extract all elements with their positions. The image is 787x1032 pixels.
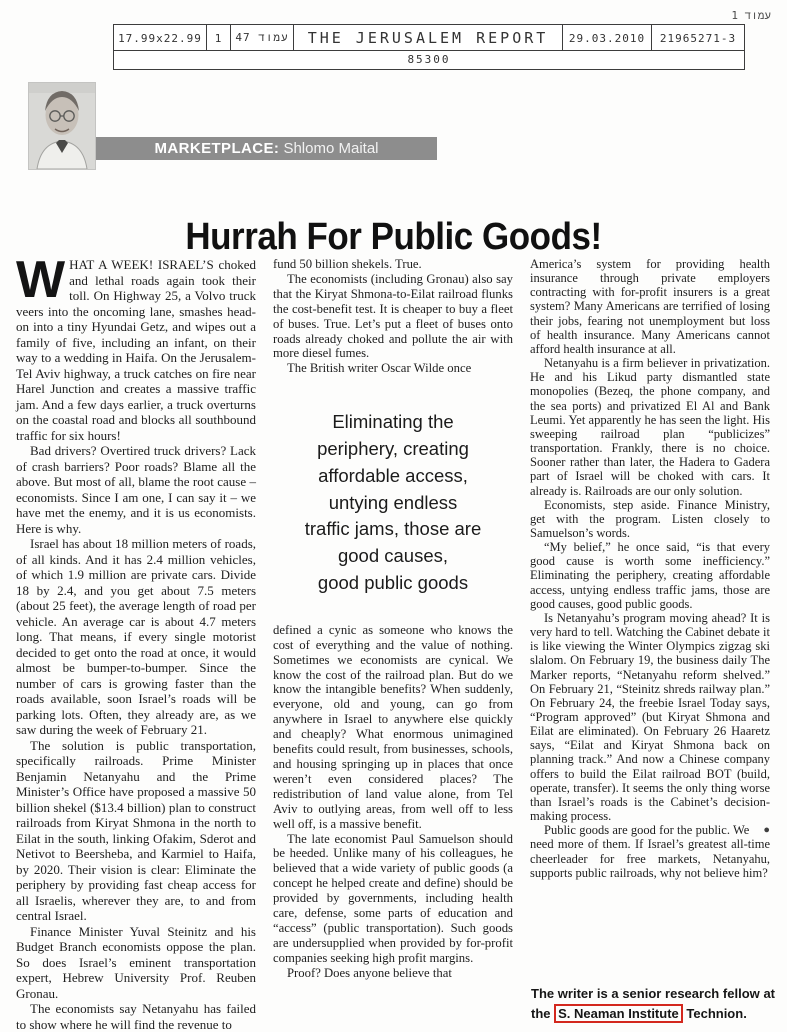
- byline-footer: [531, 984, 775, 1024]
- scan-header-cell: עמוד 47: [231, 25, 294, 50]
- drop-cap: W: [16, 251, 66, 309]
- paragraph: America’s system for providing health insurance through private employers contracting with for-profit insurers is a great system? Many Americans are terrified of losing their jobs, fearing not unemployment but loss of health insurance. Many Americans cannot afford health insurance at all.: [530, 257, 770, 356]
- pull-quote-line: good public goods: [317, 572, 469, 594]
- scan-header-cell: 29.03.2010: [563, 25, 652, 50]
- article-column-1: [16, 251, 256, 1032]
- pull-quote-line: untying endless: [328, 491, 458, 513]
- paragraph: Israel has about 18 million meters of roads, of all kinds. And it has 2.4 million vehicles, of which 1.9 million are private cars. Divide 18 by 2.4, and you get about 7.5 meters (about 25 feet), the average length of road per vehicle. An average car is about 4.7 meters long. That means, if every single motorist decided to get onto the road at once, it would almost be bumper-to-bumper. Since the number of cars is growing faster than the roads available, soon Israel’s roads will be parking lots. Often, they already are, as we saw during the week of February 21.: [16, 536, 256, 737]
- pull-quote-line: affordable access,: [318, 464, 468, 486]
- paragraph: fund 50 billion shekels. True.: [273, 257, 422, 271]
- article-body: [16, 251, 771, 1032]
- byline-suffix: Technion.: [682, 1006, 747, 1021]
- paragraph: The economists say Netanyahu has failed to show where he will find the revenue to: [16, 1001, 256, 1032]
- article-end-bullet: ●: [763, 824, 770, 837]
- paragraph: The economists (including Gronau) also say that the Kiryat Shmona-to-Eilat railroad flunks the cost-benefit test. It is cheaper to buy a fleet of buses. True. Let’s put a fleet of buses onto roads already choked and pollute the air with more diesel fumes.: [273, 271, 513, 361]
- author-photo: [28, 82, 96, 170]
- paragraph: Bad drivers? Overtired truck drivers? Lack of crash barriers? Poor roads? Blame all the above. But most of all, blame the root cause – economists. Since I am one, I can say it – we have met the enemy, and it is us economists. Here is why.: [16, 443, 256, 536]
- pull-quote: [275, 409, 511, 597]
- paragraph: The British writer Oscar Wilde once: [287, 361, 472, 376]
- paragraph: Economists, step aside. Finance Ministry, get with the program. Listen closely to Samuelson’s words.: [530, 497, 770, 540]
- paragraph: Netanyahu is a firm believer in privatization. He and his Likud party dismantled state monopolies (Bezeq, the phone company, and the sea ports) and privatized El Al and Bank Leumi. Yet apparently he has seen the light. His sweeping railroad plan “publicizes” transportation. Frankly, there is no choice. Sooner rather than later, the Hadera to Gadera part of Israel will be choked with cars. It already is. Railroads are our only solution.: [530, 356, 770, 498]
- pull-quote-line: traffic jams, those are: [304, 518, 482, 540]
- paragraph: ● Public goods are good for the public. We need more of them. If Israel’s greatest all-time cheerleader for free markets, Netanyahu, supports public railroads, why not believe him?: [530, 823, 770, 880]
- scan-header-cell: 1: [207, 25, 231, 50]
- scan-header-table: [113, 24, 745, 70]
- scan-header-row: [114, 25, 744, 51]
- columnist-name: Shlomo Maital: [283, 140, 379, 157]
- paragraph: The solution is public transportation, specifically railroads. Prime Minister Benjamin Netanyahu and the Prime Minister’s Office have proposed a massive 50 billion shekel ($13.4 billion) plan to construct railroads from Kiryat Shmona in the north to Eilat in the south, linking Ofakim, Sderot and Netivot to Beersheba, and Karmiel to Haifa, by 2020. Their vision is clear: Eliminate the periphery by providing fast cheap access for all Israelis, wherever they are, to and from central Israel.: [16, 737, 256, 923]
- article-headline: Hurrah For Public Goods!: [185, 216, 602, 259]
- pull-quote-line: periphery, creating: [317, 438, 469, 460]
- article-column-3: [530, 257, 770, 1032]
- paragraph: WHAT A WEEK! ISRAEL’S choked and lethal roads again took their toll. On Highway 25, a Volvo truck veers into the oncoming lane, smashes head-on into a tiny Hyundai Getz, and wipes out a family of five, including an infant, on their way to a wedding in Haifa. On the Jerusalem-Tel Aviv highway, a truck catches on fire near Harel Junction and creates a massive traffic jam. And a few days earlier, a truck overturns on the coastal road and blocks all southbound traffic for six hours!: [16, 251, 256, 443]
- paragraph: The late economist Paul Samuelson should be heeded. Unlike many of his colleagues, he believed that a wide variety of public goods (a concept he helped create and define) should be provided by governments, including health care, defense, some parts of education and “access” (public transportation). Such goods are undersupplied when provided by for-profit companies seeking high profit margins.: [273, 831, 513, 965]
- article-column-2: [273, 257, 513, 1032]
- byline-prefix: The writer is a senior research fellow at the: [531, 986, 775, 1021]
- pull-quote-line: Eliminating the: [332, 411, 454, 433]
- scan-header-code: 85300: [407, 53, 451, 66]
- page-number-label: עמוד 1: [731, 9, 771, 22]
- institute-highlight-box: S. Neaman Institute: [554, 1004, 683, 1023]
- pull-quote-line: good causes,: [337, 545, 449, 567]
- author-portrait-illustration: [29, 83, 95, 169]
- paragraph: Proof? Does anyone believe that: [287, 965, 452, 980]
- section-name: MARKETPLACE:: [154, 140, 280, 157]
- paragraph: Finance Minister Yuval Steinitz and his Budget Branch economists oppose the plan. So does Israel’s eminent transportation expert, Hebrew University Prof. Reuben Gronau.: [16, 923, 256, 1001]
- paragraph: Is Netanyahu’s program moving ahead? It is very hard to tell. Watching the Cabinet debate it is like viewing the Winter Olympics zigzag ski slalom. On February 19, the business daily The Marker reports, “Netanyahu reform shelved.” On February 21, “Steinitz shreds railway plan.” On February 24, the freebie Israel Today says, “Program approved” (but Kiryat Shmona and Eilat are eliminated). On February 26 Haaretz says, “Eilat and Kiryat Shmona back on planning track.” And now a Chinese company offers to build the Eilat railroad BOT (build, operate, transfer). It seems the only thing worse than Israel’s roads is the Cabinet’s decision-making process.: [530, 610, 770, 824]
- scan-header-cell: 21965271-3: [659, 31, 737, 45]
- scan-header-cell: 17.99x22.99: [114, 25, 207, 50]
- paragraph: “My belief,” he once said, “is that every good cause is worth some inefficiency.” Eliminating the periphery, creating affordable access, untying endless traffic jams, those are good causes, good public goods.: [530, 540, 770, 611]
- paragraph: defined a cynic as someone who knows the cost of everything and the value of nothing. Sometimes we economists are cynical. We know the cost of the railroad plan. But do we know the intangible benefits? When suddenly, everyone, old and young, can go from anywhere in Israel to anywhere else quickly and cheaply? What enormous unimagined benefits could result, from businesses, schools, and housing springing up in places that once weren’t even considered places? The redistribution of land value alone, from Tel Aviv to outlying areas, from well off to less well off, is a massive benefit.: [273, 622, 513, 831]
- section-banner: [96, 137, 437, 160]
- scan-header-cell: THE JERUSALEM REPORT: [294, 25, 563, 50]
